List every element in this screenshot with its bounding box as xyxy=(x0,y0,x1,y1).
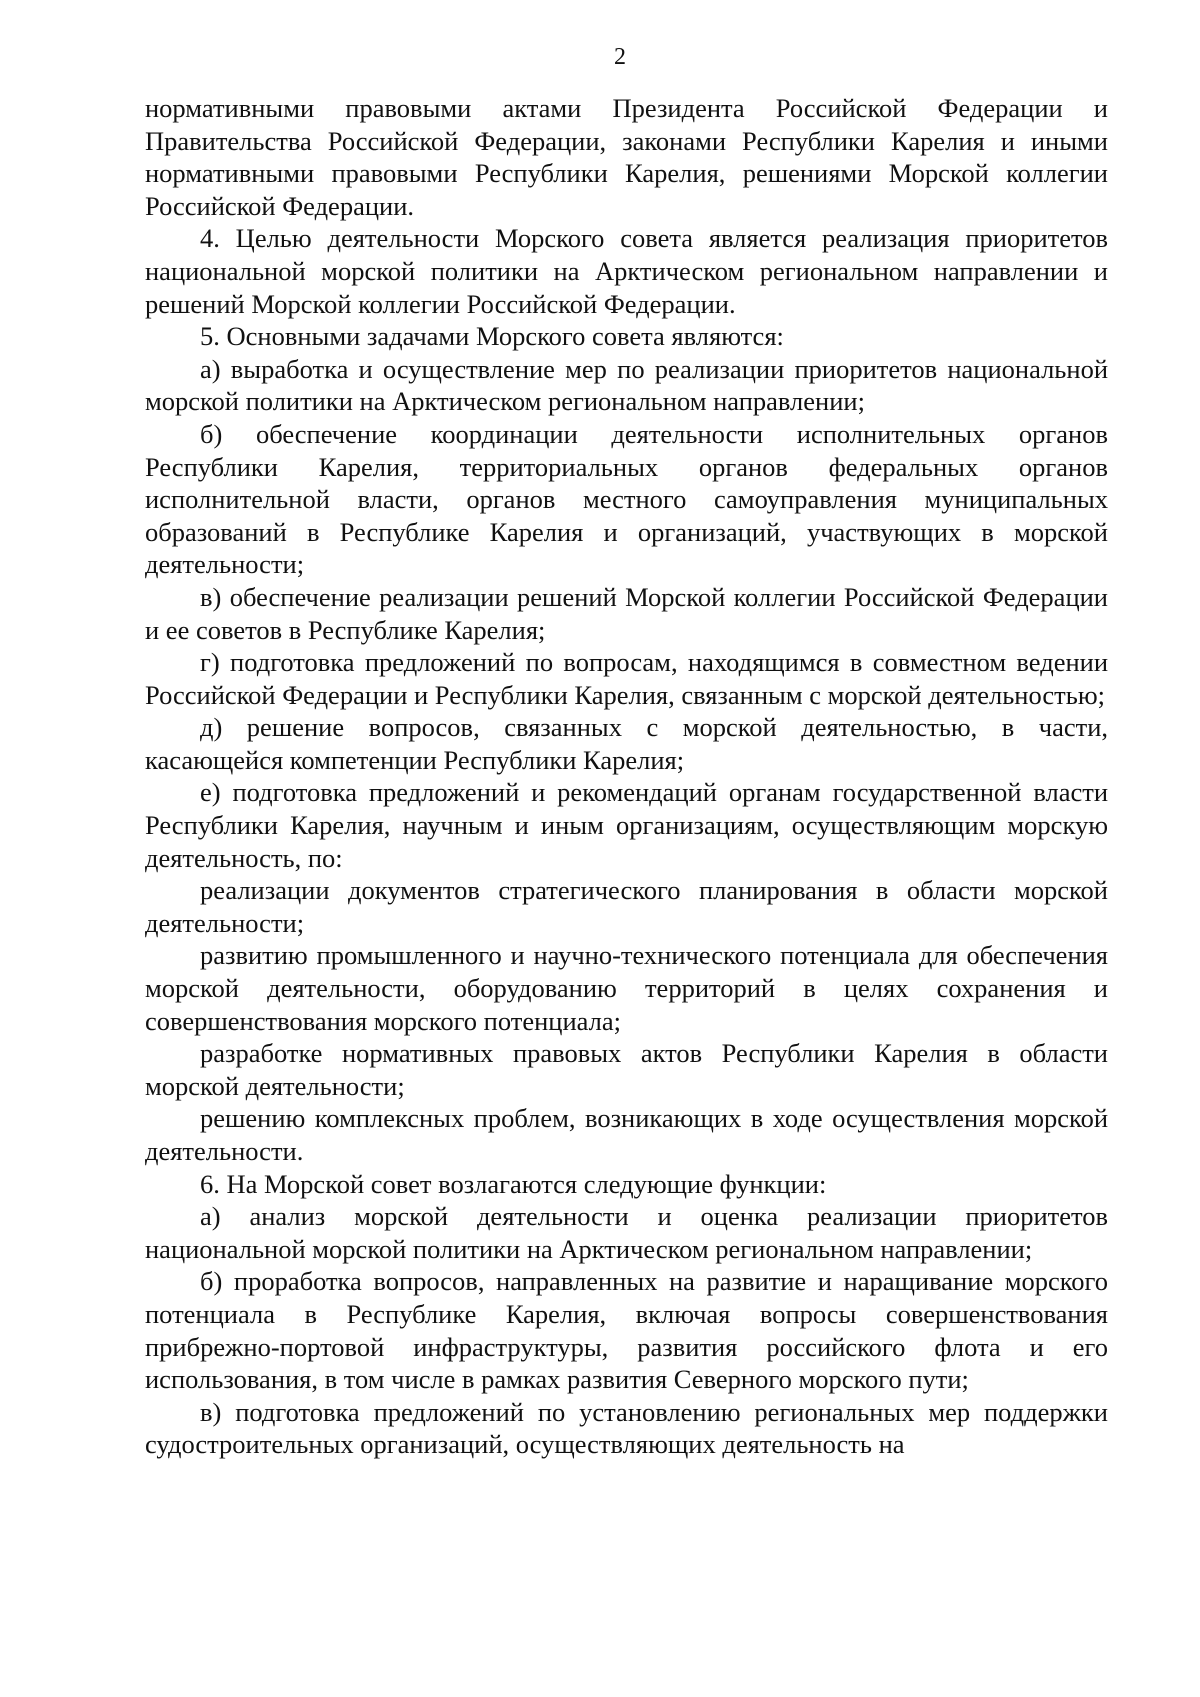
subitem-5g: г) подготовка предложений по вопросам, находящимся в совместном ведении Российской Федерации и Республики Карелия, связанным с морской деятельностью; xyxy=(145,647,1108,710)
subitem-5v: в) обеспечение реализации решений Морской коллегии Российской Федерации и ее советов в Республике Карелия; xyxy=(145,581,1108,645)
subitem-6v: в) подготовка предложений по установлению региональных мер поддержки судостроительных организаций, осуществляющих деятельность на xyxy=(145,1396,1108,1460)
subitem-5e-point-3: разработке нормативных правовых актов Республики Карелия в области морской деятельности; xyxy=(145,1038,1108,1101)
subitem-5e-point-2: развитию промышленного и научно-технического потенциала для обеспечения морской деятельности, оборудованию территорий в целях сохранения и совершенствования морского потенциала; xyxy=(145,940,1108,1036)
document-body xyxy=(145,92,1108,1461)
subitem-5e-point-1: реализации документов стратегического планирования в области морской деятельности; xyxy=(145,875,1108,938)
paragraph-item-4: 4. Целью деятельности Морского совета является реализация приоритетов национальной морской политики на Арктическом региональном направлении и решений Морской коллегии Российской Федерации. xyxy=(145,223,1108,319)
subitem-5e: е) подготовка предложений и рекомендаций органам государственной власти Республики Карелия, научным и иным организациям, осуществляющим морскую деятельность, по: xyxy=(145,777,1108,873)
subitem-5e-point-4: решению комплексных проблем, возникающих в ходе осуществления морской деятельности. xyxy=(145,1103,1108,1166)
paragraph-item-6: 6. На Морской совет возлагаются следующие функции: xyxy=(200,1168,827,1199)
paragraph-continuation: нормативными правовыми актами Президента Российской Федерации и Правительства Российской Федерации, законами Республики Карелия и иными нормативными правовыми Республики Карелия, решениями Морской коллегии Российской Федерации. xyxy=(145,93,1108,221)
subitem-5b: б) обеспечение координации деятельности исполнительных органов Республики Карелия, территориальных органов федеральных органов исполнительной власти, органов местного самоуправления муниципальных образований в Республике Карелия и организаций, участвующих в морской деятельности; xyxy=(145,418,1108,580)
subitem-6b: б) проработка вопросов, направленных на развитие и наращивание морского потенциала в Республике Карелия, включая вопросы совершенствования прибрежно-портовой инфраструктуры, развития российского флота и его использования, в том числе в рамках развития Северного морского пути; xyxy=(145,1266,1108,1395)
subitem-5d: д) решение вопросов, связанных с морской деятельностью, в части, касающейся компетенции Республики Карелия; xyxy=(145,712,1108,775)
subitem-5a: а) выработка и осуществление мер по реализации приоритетов национальной морской политики на Арктическом региональном направлении; xyxy=(145,353,1108,417)
subitem-6a: а) анализ морской деятельности и оценка реализации приоритетов национальной морской политики на Арктическом региональном направлении; xyxy=(145,1201,1108,1264)
paragraph-item-5: 5. Основными задачами Морского совета являются: xyxy=(200,321,784,352)
page-number: 2 xyxy=(614,44,626,70)
